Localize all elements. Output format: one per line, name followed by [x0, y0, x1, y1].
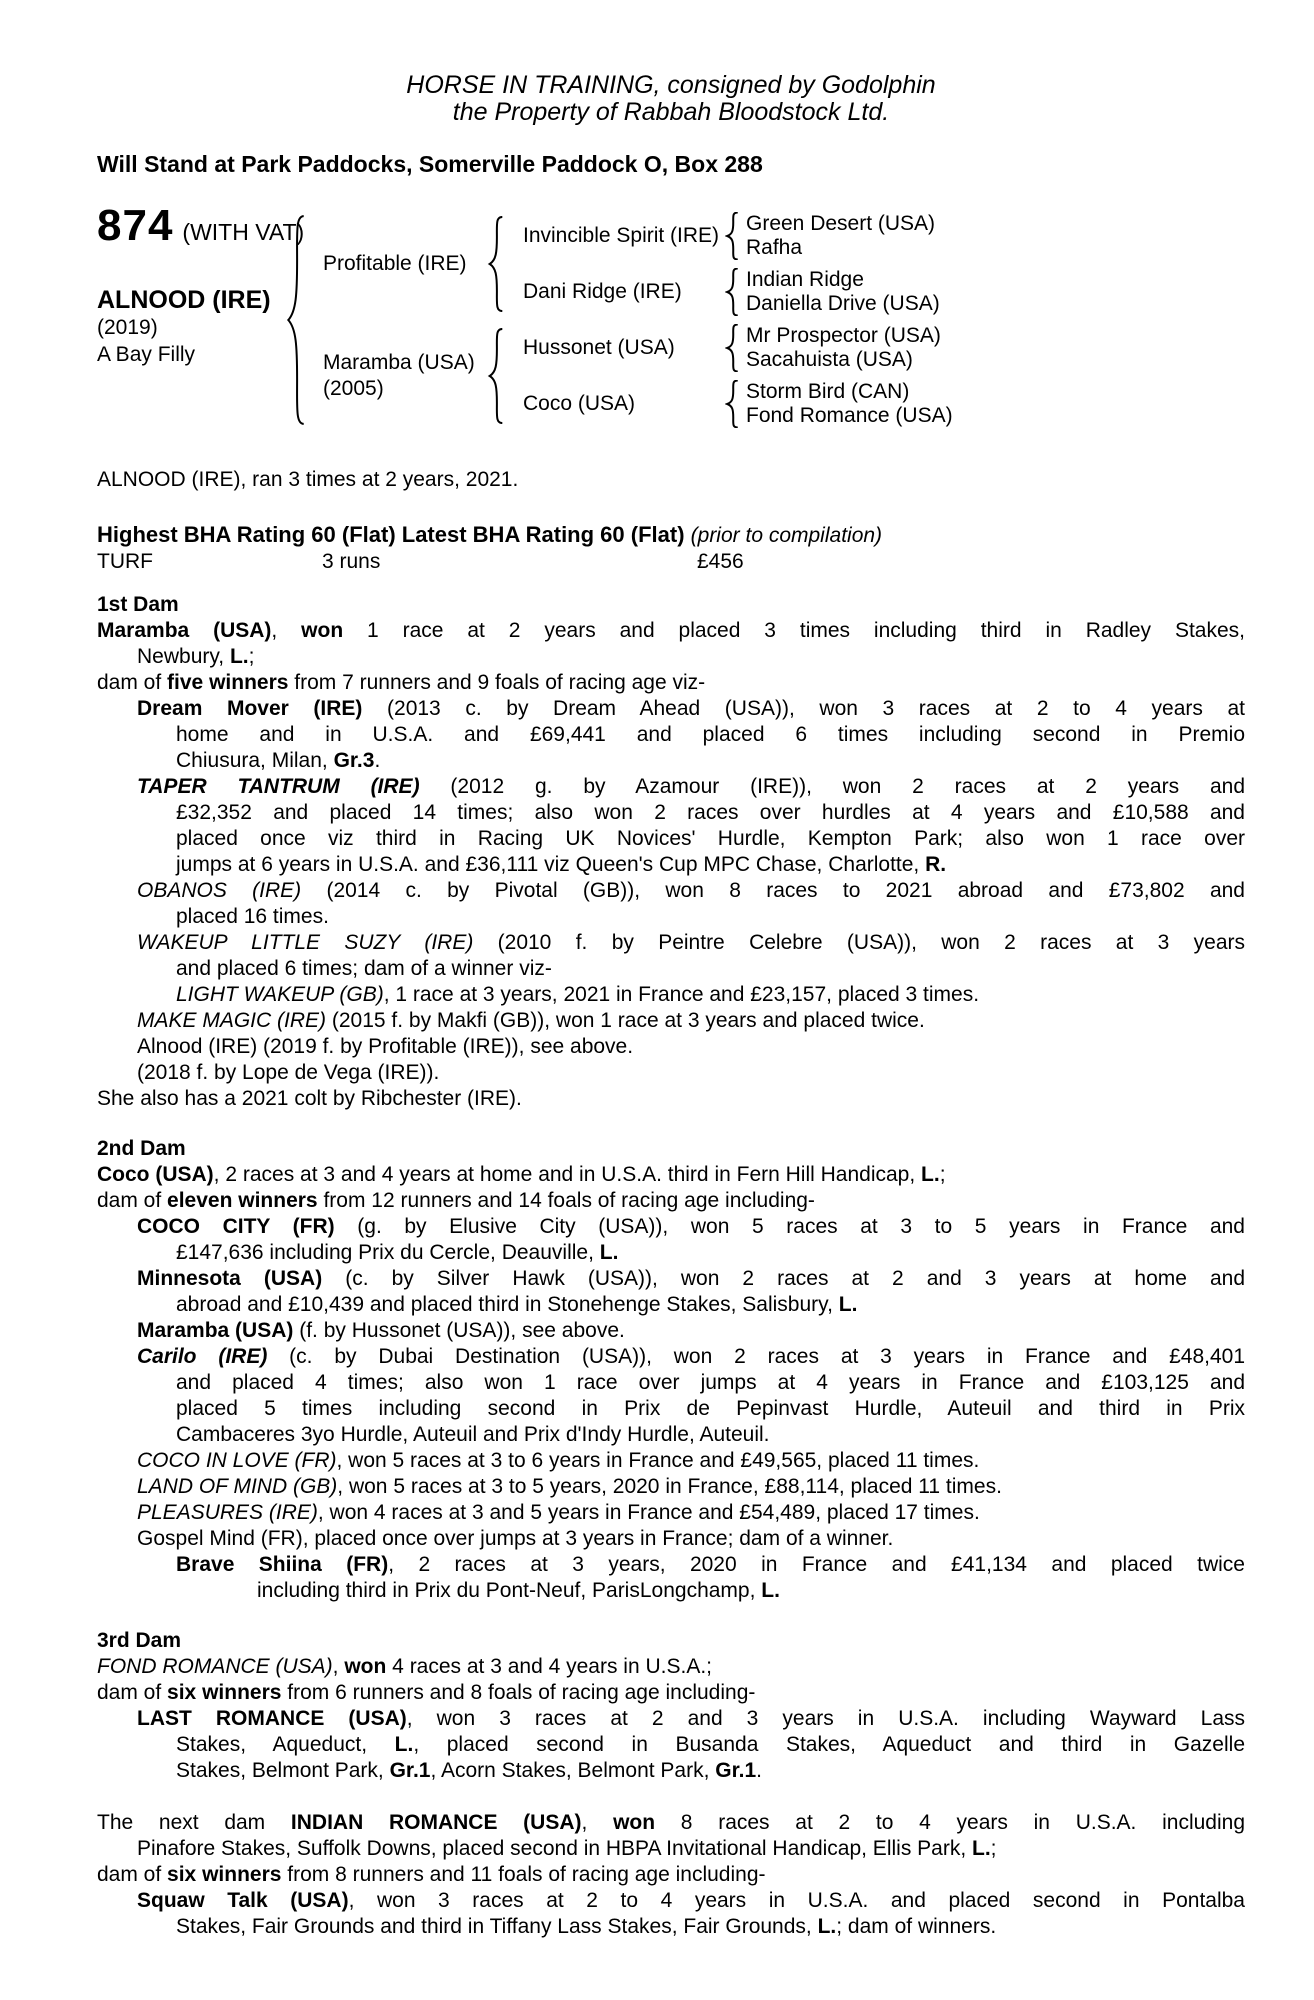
body-line: [97, 1500, 1245, 1526]
body-line: [97, 1034, 1245, 1060]
body-line: [97, 852, 1245, 878]
text-run: COCO CITY (FR): [137, 1215, 335, 1238]
text-run: R.: [925, 853, 947, 876]
text-run: eleven winners: [167, 1189, 318, 1212]
damsire-name: Hussonet (USA): [523, 336, 675, 359]
dam-branch: [307, 320, 953, 432]
body-line: [97, 1448, 1245, 1474]
body-line: [97, 1162, 1245, 1188]
ancestor-name: Green Desert (USA): [746, 212, 936, 235]
text-run: (2010 f. by Peintre Celebre (USA)), won 2 races at 3 years: [473, 931, 1245, 954]
ancestor-name: Sacahuista (USA): [746, 348, 913, 371]
text-run: Stakes, Fair Grounds and third in Tiffany Lass Stakes, Fair Grounds,: [176, 1915, 818, 1938]
text-run: ;: [990, 1837, 997, 1860]
text-run: 1st Dam: [97, 593, 179, 616]
body-line: [97, 1266, 1245, 1292]
text-run: Chiusura, Milan,: [176, 749, 334, 772]
body-line: [97, 826, 1245, 852]
text-run: TAPER TANTRUM (IRE): [137, 775, 420, 798]
race-record-summary: ALNOOD (IRE), ran 3 times at 2 years, 2021.: [97, 468, 519, 491]
text-run: and placed 4 times; also won 1 race over jumps at 4 years in France and £103,125 and: [176, 1371, 1245, 1394]
text-run: , won 3 races at 2 to 4 years in U.S.A. and placed second in Pontalba: [348, 1889, 1245, 1912]
text-run: , Acorn Stakes, Belmont Park,: [430, 1759, 716, 1782]
pedigree-tree: [285, 204, 953, 436]
text-run: dam of: [97, 1189, 168, 1212]
pedigree-block: [97, 201, 1245, 436]
text-run: Gr.1: [715, 1759, 757, 1782]
text-run: COCO IN LOVE (FR): [137, 1449, 337, 1472]
body-line: [97, 1396, 1245, 1422]
text-run: won: [344, 1655, 387, 1678]
text-run: , 1 race at 3 years, 2021 in France and £23,157, placed 3 times.: [383, 983, 980, 1006]
owner-title: the Property of Rabbah Bloodstock Ltd.: [452, 98, 890, 126]
horse-foaling-year: (2019): [97, 316, 158, 339]
pedigree-brace-icon: [487, 216, 505, 312]
text-run: from 6 runners and 8 foals of racing age including-: [281, 1681, 756, 1704]
text-run: Dream Mover (IRE): [137, 697, 363, 720]
dam-year-text: (2005): [323, 377, 384, 400]
text-run: LIGHT WAKEUP (GB): [176, 983, 384, 1006]
text-run: Squaw Talk (USA): [137, 1889, 349, 1912]
text-run: and placed 6 times; dam of a winner viz-: [176, 957, 552, 980]
body-line: [97, 1318, 1245, 1344]
body-line: [97, 618, 1245, 644]
grandsire-name: Invincible Spirit (IRE): [523, 224, 720, 247]
pedigree-row: [505, 208, 940, 264]
text-run: MAKE MAGIC (IRE): [137, 1009, 327, 1032]
text-run: ,: [332, 1655, 345, 1678]
body-line: [97, 956, 1245, 982]
lot-header: [97, 201, 305, 250]
text-run: Brave Shiina (FR): [176, 1553, 389, 1576]
sire-branch: [307, 208, 953, 320]
body-line: [97, 930, 1245, 956]
body-line: [97, 904, 1245, 930]
body-line: [97, 1706, 1245, 1732]
ancestor-name: Daniella Drive (USA): [746, 292, 940, 315]
body-line: [97, 1732, 1245, 1758]
text-run: , 2 races at 3 years, 2020 in France and £41,134 and placed twice: [388, 1553, 1245, 1576]
text-run: ,: [271, 619, 302, 642]
ancestor-name: Fond Romance (USA): [746, 404, 953, 427]
text-run: Coco (USA): [97, 1163, 214, 1186]
text-run: 4 races at 3 and 4 years in U.S.A.;: [386, 1655, 713, 1678]
text-run: won: [301, 619, 344, 642]
dam-name-text: Maramba (USA): [323, 351, 475, 374]
body-line: [97, 774, 1245, 800]
text-run: from 7 runners and 9 foals of racing age viz-: [288, 671, 706, 694]
text-run: six winners: [167, 1681, 282, 1704]
dam-name: [307, 350, 487, 402]
pedigree-row: [505, 264, 940, 320]
body-line: [97, 1810, 1245, 1836]
text-run: , won 3 races at 2 and 3 years in U.S.A. including Wayward Lass: [406, 1707, 1246, 1730]
body-line: [97, 1526, 1245, 1552]
body-line: [97, 644, 1245, 670]
pedigree-row: [505, 320, 953, 376]
text-run: 3rd Dam: [97, 1629, 182, 1652]
sire-name-text: Profitable (IRE): [323, 252, 467, 275]
text-run: 2nd Dam: [97, 1137, 186, 1160]
text-run: Gospel Mind (FR), placed once over jumps at 3 years in France; dam of a winner.: [137, 1527, 894, 1550]
body-line: [97, 1914, 1245, 1940]
body-line: [97, 1422, 1245, 1448]
text-run: L.: [761, 1579, 780, 1602]
text-run: six winners: [167, 1863, 282, 1886]
bha-rating-line: [97, 522, 1245, 549]
text-run: , 2 races at 3 and 4 years at home and in U.S.A. third in Fern Hill Handicap,: [213, 1163, 922, 1186]
pedigree-brace-icon: [285, 214, 307, 426]
section-heading: [97, 592, 1245, 618]
body-line: [97, 878, 1245, 904]
text-run: 1 race at 2 years and placed 3 times including third in Radley Stakes,: [343, 619, 1245, 642]
text-run: Pinafore Stakes, Suffolk Downs, placed second in HBPA Invitational Handicap, Ellis Park,: [137, 1837, 972, 1860]
body-line: [97, 1344, 1245, 1370]
text-run: She also has a 2021 colt by Ribchester (IRE).: [97, 1087, 522, 1110]
text-run: L.: [229, 645, 249, 668]
pedigree-brace-icon: [725, 324, 740, 372]
text-run: (2015 f. by Makfi (GB)), won 1 race at 3 years and placed twice.: [326, 1009, 925, 1032]
text-run: , won 5 races at 3 to 5 years, 2020 in France, £88,114, placed 11 times.: [337, 1475, 1002, 1498]
body-line: [97, 1008, 1245, 1034]
text-run: placed 16 times.: [176, 905, 329, 928]
text-run: Gr.1: [389, 1759, 431, 1782]
body-line: [97, 1240, 1245, 1266]
text-run: ,: [581, 1811, 614, 1834]
text-run: Cambaceres 3yo Hurdle, Auteuil and Prix d'Indy Hurdle, Auteuil.: [176, 1423, 770, 1446]
text-run: 8 races at 2 to 4 years in U.S.A. including: [655, 1811, 1245, 1834]
body-line: [97, 1578, 1245, 1604]
horse-name: ALNOOD (IRE): [97, 286, 271, 314]
text-run: (f. by Hussonet (USA)), see above.: [293, 1319, 625, 1342]
lot-info: [97, 201, 305, 436]
body-line: [97, 1060, 1245, 1086]
great-grandparents: [746, 380, 953, 428]
body-line: [97, 1370, 1245, 1396]
surface-label: TURF: [97, 550, 153, 573]
text-run: Gr.3: [333, 749, 375, 772]
horse-description: A Bay Filly: [97, 343, 196, 366]
text-run: .: [374, 749, 381, 772]
text-run: (2014 c. by Pivotal (GB)), won 8 races to 2021 abroad and £73,802 and: [301, 879, 1245, 902]
body-line: [97, 1188, 1245, 1214]
body-line: [97, 1086, 1245, 1112]
lot-number: 874: [97, 201, 174, 250]
body-line: [97, 1214, 1245, 1240]
text-run: .: [756, 1759, 762, 1782]
ancestor-name: Mr Prospector (USA): [746, 324, 941, 347]
race-record-row: [97, 549, 1245, 575]
text-run: (2018 f. by Lope de Vega (IRE)).: [137, 1061, 440, 1084]
text-run: ;: [939, 1163, 946, 1186]
text-run: Maramba (USA): [137, 1319, 294, 1342]
body-line: [97, 670, 1245, 696]
body-line: [97, 1836, 1245, 1862]
text-run: placed 5 times including second in Prix de Pepinvast Hurdle, Auteuil and third in Prix: [176, 1397, 1245, 1420]
text-run: L.: [599, 1241, 619, 1264]
text-run: (g. by Elusive City (USA)), won 5 races at 3 to 5 years in France and: [334, 1215, 1245, 1238]
text-run: dam of: [97, 671, 168, 694]
text-run: PLEASURES (IRE): [137, 1501, 318, 1524]
text-run: Newbury,: [137, 645, 230, 668]
text-run: L.: [972, 1837, 991, 1860]
body-line: [97, 1888, 1245, 1914]
rating-note: (prior to compilation): [690, 524, 883, 547]
text-run: LAST ROMANCE (USA): [137, 1707, 407, 1730]
text-run: ;: [248, 645, 255, 668]
text-run: from 12 runners and 14 foals of racing age including-: [317, 1189, 815, 1212]
text-run: INDIAN ROMANCE (USA): [290, 1811, 582, 1834]
text-run: L.: [838, 1293, 858, 1316]
text-run: (c. by Dubai Destination (USA)), won 2 races at 3 years in France and £48,401: [267, 1345, 1245, 1368]
text-run: five winners: [167, 671, 289, 694]
text-run: £32,352 and placed 14 times; also won 2 races over hurdles at 4 years and £10,588 and: [176, 801, 1245, 824]
body-line: [97, 1292, 1245, 1318]
pedigree-brace-icon: [725, 380, 740, 428]
second-dam-name: Coco (USA): [523, 392, 636, 415]
pedigree-row: [505, 376, 953, 432]
body-line: [97, 696, 1245, 722]
text-run: won: [613, 1811, 656, 1834]
pedigree-brace-icon: [725, 212, 740, 260]
body-line: [97, 982, 1245, 1008]
bha-rating-text: Highest BHA Rating 60 (Flat) Latest BHA Rating 60 (Flat): [97, 522, 691, 547]
text-run: (c. by Silver Hawk (USA)), won 2 races at 2 and 3 years at home and: [322, 1267, 1246, 1290]
text-run: from 8 runners and 11 foals of racing age including-: [281, 1863, 766, 1886]
text-run: (2012 g. by Azamour (IRE)), won 2 races at 2 years and: [419, 775, 1245, 798]
text-run: £147,636 including Prix du Cercle, Deauville,: [176, 1241, 600, 1264]
catalogue-body: [97, 592, 1245, 1940]
text-run: WAKEUP LITTLE SUZY (IRE): [137, 931, 474, 954]
body-line: [97, 1654, 1245, 1680]
text-run: Maramba (USA): [97, 619, 272, 642]
granddam-name: Dani Ridge (IRE): [523, 280, 682, 303]
text-run: L.: [394, 1733, 414, 1756]
sire-name: [307, 251, 487, 277]
text-run: FOND ROMANCE (USA): [97, 1655, 333, 1678]
body-line: [97, 800, 1245, 826]
body-line: [97, 1552, 1245, 1578]
text-run: Alnood (IRE) (2019 f. by Profitable (IRE)), see above.: [137, 1035, 634, 1058]
section-heading: [97, 1628, 1245, 1654]
body-line: [97, 1474, 1245, 1500]
body-line: [97, 722, 1245, 748]
text-run: LAND OF MIND (GB): [137, 1475, 338, 1498]
text-run: , placed second in Busanda Stakes, Aqueduct and third in Gazelle: [413, 1733, 1245, 1756]
ancestor-name: Storm Bird (CAN): [746, 380, 910, 403]
runs-count: 3 runs: [322, 550, 381, 573]
text-run: , won 5 races at 3 to 6 years in France and £49,565, placed 11 times.: [336, 1449, 980, 1472]
body-line: [97, 748, 1245, 774]
great-grandparents: [746, 268, 940, 316]
text-run: home and in U.S.A. and £69,441 and placed 6 times including second in Premio: [176, 723, 1245, 746]
text-run: ; dam of winners.: [836, 1915, 997, 1938]
text-run: dam of: [97, 1863, 168, 1886]
great-grandparents: [746, 324, 941, 372]
text-run: The next dam: [97, 1811, 291, 1834]
text-run: Stakes, Aqueduct,: [176, 1733, 395, 1756]
ancestor-name: Rafha: [746, 236, 803, 259]
earnings-value: £456: [697, 550, 744, 573]
pedigree-brace-icon: [487, 328, 505, 424]
text-run: Carilo (IRE): [137, 1345, 268, 1368]
text-run: L.: [817, 1915, 837, 1938]
text-run: Minnesota (USA): [137, 1267, 323, 1290]
stand-location-line: Will Stand at Park Paddocks, Somerville Paddock O, Box 288: [97, 151, 763, 177]
body-line: [97, 1862, 1245, 1888]
body-line: [97, 1680, 1245, 1706]
text-run: dam of: [97, 1681, 168, 1704]
text-run: Stakes, Belmont Park,: [176, 1759, 390, 1782]
text-run: OBANOS (IRE): [137, 879, 302, 902]
text-run: jumps at 6 years in U.S.A. and £36,111 viz Queen's Cup MPC Chase, Charlotte,: [176, 853, 926, 876]
text-run: (2013 c. by Dream Ahead (USA)), won 3 races at 2 to 4 years at: [362, 697, 1245, 720]
great-grandparents: [746, 212, 935, 260]
vat-note: (WITH VAT): [182, 219, 305, 245]
text-run: abroad and £10,439 and placed third in Stonehenge Stakes, Salisbury,: [176, 1293, 839, 1316]
pedigree-brace-icon: [725, 268, 740, 316]
text-run: placed once viz third in Racing UK Novices' Hurdle, Kempton Park; also won 1 race over: [176, 827, 1245, 850]
text-run: L.: [921, 1163, 940, 1186]
ancestor-name: Indian Ridge: [746, 268, 864, 291]
consignor-title: HORSE IN TRAINING, consigned by Godolphin: [406, 71, 936, 99]
text-run: including third in Prix du Pont-Neuf, ParisLongchamp,: [257, 1579, 762, 1602]
section-heading: [97, 1136, 1245, 1162]
body-line: [97, 1758, 1245, 1784]
text-run: , won 4 races at 3 and 5 years in France and £54,489, placed 17 times.: [317, 1501, 980, 1524]
